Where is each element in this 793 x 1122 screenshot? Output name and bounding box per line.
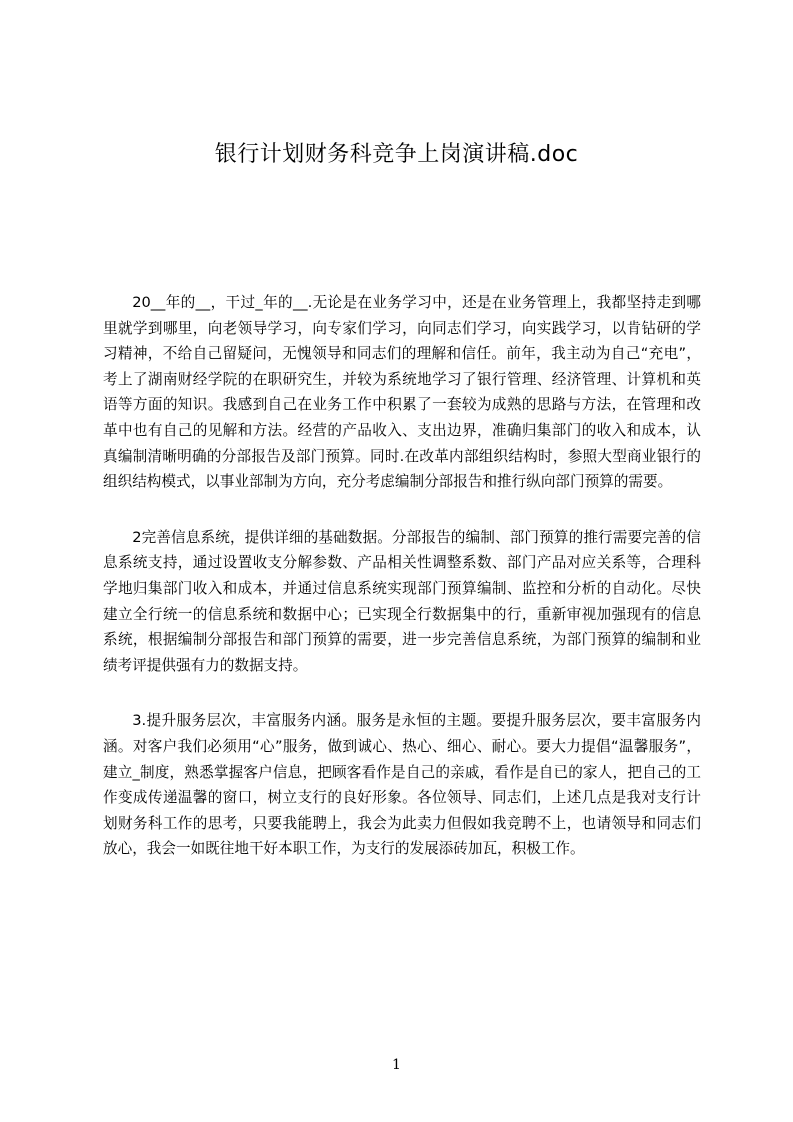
document-body xyxy=(103,290,701,892)
paragraph-2: 2完善信息系统，提供详细的基础数据。分部报告的编制、部门预算的推行需要完善的信息系统支持，通过设置收支分解参数、产品相关性调整系数、部门产品对应关系等，合理科学地归集部门收入和成本，并通过信息系统实现部门预算编制、监控和分析的自动化。尽快建立全行统一的信息系统和数据中心；已实现全行数据集中的行，重新审视加强现有的信息系统，根据编制分部报告和部门预算的需要，进一步完善信息系统，为部门预算的编制和业绩考评提供强有力的数据支持。 xyxy=(103,528,701,674)
document-title: 银行计划财务科竞争上岗演讲稿.doc xyxy=(214,142,579,167)
page-number: 1 xyxy=(392,1057,401,1073)
paragraph-1: 20__年的__，干过_年的__.无论是在业务学习中，还是在业务管理上，我都坚持走到哪里就学到哪里，向老领导学习，向专家们学习，向同志们学习，向实践学习，以肯钻研的学习精神，不给自己留疑问，无愧领导和同志们的理解和信任。前年，我主动为自己“充电”，考上了湖南财经学院的在职研究生，并较为系统地学习了银行管理、经济管理、计算机和英语等方面的知识。我感到自己在业务工作中积累了一套较为成熟的思路与方法，在管理和改革中也有自己的见解和方法。经营的产品收入、支出边界，准确归集部门的收入和成本，认真编制清晰明确的分部报告及部门预算。同时.在改革内部组织结构时，参照大型商业银行的组织结构模式，以事业部制为方向，充分考虑编制分部报告和推行纵向部门预算的需要。 xyxy=(103,294,701,491)
paragraph-3: 3.提升服务层次，丰富服务内涵。服务是永恒的主题。要提升服务层次，要丰富服务内涵。对客户我们必须用“心”服务，做到诚心、热心、细心、耐心。要大力提倡“温馨服务”，建立_制度，熟悉掌握客户信息，把顾客看作是自己的亲戚，看作是自已的家人，把自己的工作变成传递温馨的窗口，树立支行的良好形象。各位领导、同志们，上述几点是我对支行计划财务科工作的思考，只要我能聘上，我会为此卖力但假如我竞聘不上，也请领导和同志们放心，我会一如既往地干好本职工作，为支行的发展添砖加瓦，积极工作。 xyxy=(103,712,701,858)
